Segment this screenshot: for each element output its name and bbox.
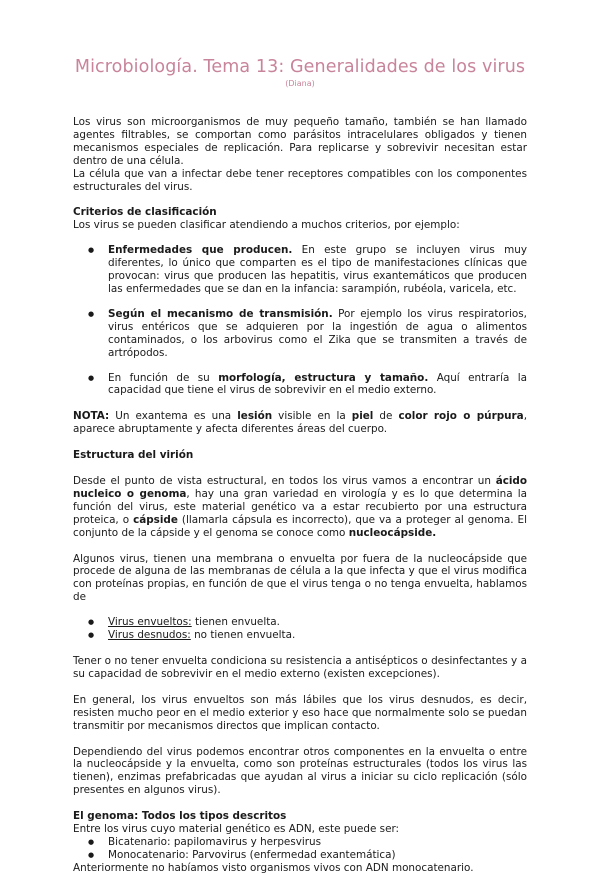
- criterios-lead: Los virus se pueden clasificar atendiendo a muchos criterios, por ejemplo:: [73, 219, 460, 232]
- intro-paragraph-2: La célula que van a infectar debe tener receptores compatibles con los componentes estructurales del virus.: [73, 167, 527, 193]
- nota-bold: piel: [351, 410, 374, 423]
- envuelta-item: [73, 629, 527, 642]
- envuelta-item-text: tienen envuelta.: [191, 616, 280, 629]
- criterios-list: [73, 244, 527, 397]
- estructura-text: , hay una gran variedad en virología y es lo que determina la función del virus, este material genético va a estar recubierto por una estructura proteica, o: [73, 487, 528, 526]
- nota-bold: lesión: [237, 410, 273, 423]
- criterio-item-bold: Enfermedades que producen.: [108, 244, 293, 257]
- nota-bold: color rojo o púrpura: [398, 410, 524, 423]
- genoma-item: ● Monocatenario: Parvovirus (enfermedad exantemática): [73, 849, 527, 862]
- estructura-bold: ácido nucleico o genoma: [73, 475, 527, 500]
- nota-label: NOTA:: [73, 410, 110, 423]
- estructura-paragraph-3: Tener o no tener envuelta condiciona su resistencia a antisépticos o desinfectantes y a su capacidad de sobrevivir en el medio externo (existen excepciones).: [73, 655, 527, 680]
- criterio-item-bold: Según el mecanismo de transmisión.: [108, 307, 333, 320]
- criterio-item: [73, 372, 527, 398]
- envuelta-item: [73, 616, 527, 629]
- genoma-lead: Entre los virus cuyo material genético es ADN, este puede ser:: [73, 823, 400, 836]
- criterio-item: [73, 308, 527, 360]
- genoma-item: ● Bicatenario: papilomavirus y herpesvirus: [73, 836, 527, 849]
- page-title: Microbiología. Tema 13: Generalidades de los virus: [74, 57, 526, 77]
- genoma-heading: El genoma: Todos los tipos descritos: [73, 810, 287, 823]
- criterio-item-text: En este grupo se incluyen virus muy diferentes, lo único que comparten es el tipo de manifestaciones clínicas que provocan: virus que producen las hepatitis, virus exantemáticos que producen las enfermedades que se dan en la infancia: sarampión, rubéola, varicela, etc.: [108, 244, 527, 295]
- author-subtitle: (Diana): [285, 79, 315, 88]
- nota-text: , aparece abruptamente y afecta diferentes áreas del cuerpo.: [73, 410, 527, 436]
- envuelta-item-term: Virus desnudos:: [108, 629, 191, 642]
- nota-text: visible en la: [272, 410, 352, 423]
- estructura-paragraph-5: Dependiendo del virus podemos encontrar otros componentes en la envuelta o entre la nucleocápside y la envuelta, como son proteínas estructurales (todos los virus las tienen), enzimas prefabricadas que ayudan al virus a iniciar su ciclo replicación (sólo presentes en algunos virus).: [73, 745, 527, 797]
- criterios-heading: Criterios de clasificación: [73, 206, 217, 219]
- estructura-bold: nucleocápside.: [348, 526, 437, 539]
- criterio-item-text: Por ejemplo los virus respiratorios, virus entéricos que se adquieren por la ingestión de agua o alimentos contaminados, o los arbovirus como el Zika que se transmiten a través de artrópodos.: [108, 307, 527, 359]
- envuelta-item-text: no tienen envuelta.: [190, 629, 296, 642]
- criterio-item-text: Aquí entraría la capacidad que tiene el virus de sobrevivir en el medio externo.: [108, 371, 528, 397]
- estructura-heading: Estructura del virión: [73, 449, 194, 462]
- estructura-paragraph-1: [73, 475, 527, 540]
- genoma-list: [73, 836, 527, 862]
- estructura-paragraph-2: Algunos virus, tienen una membrana o envuelta por fuera de la nucleocápside que procede de alguna de las membranas de célula a la que infecta y que el virus modifica con proteínas propias, en función de que el virus tenga o no tenga envuelta, hablamos de: [73, 552, 527, 604]
- envuelta-list: [73, 616, 527, 642]
- criterio-item-bold: morfología, estructura y tamaño.: [218, 371, 429, 384]
- estructura-text: Desde el punto de vista estructural, en todos los virus vamos a encontrar un: [73, 475, 496, 488]
- criterio-item-pre: En función de su: [108, 371, 219, 384]
- document-body: [73, 116, 527, 875]
- envuelta-item-term: Virus envueltos:: [108, 616, 192, 629]
- estructura-paragraph-4: En general, los virus envueltos son más lábiles que los virus desnudos, es decir, resisten mucho peor en el medio exterior y eso hace que normalmente solo se puedan transmitir por mecanismos directos que implican contacto.: [73, 693, 527, 732]
- genoma-closing: Anteriormente no habíamos visto organismos vivos con ADN monocatenario.: [73, 861, 474, 874]
- nota-paragraph: [73, 410, 527, 436]
- estructura-text: (llamarla cápsula es incorrecto), que va a proteger al genoma. El conjunto de la cápside y el genoma se conoce como: [73, 513, 527, 539]
- estructura-bold: cápside: [133, 513, 178, 526]
- criterio-item: [73, 244, 527, 296]
- intro-paragraph-1: Los virus son microorganismos de muy pequeño tamaño, también se han llamado agentes filtrables, se comportan como parásitos intracelulares obligados y tienen mecanismos especiales de replicación. Para replicarse y sobrevivir necesitan estar dentro de una célula.: [73, 116, 527, 167]
- nota-text: Un exantema es una: [109, 410, 238, 423]
- nota-text: de: [373, 410, 399, 423]
